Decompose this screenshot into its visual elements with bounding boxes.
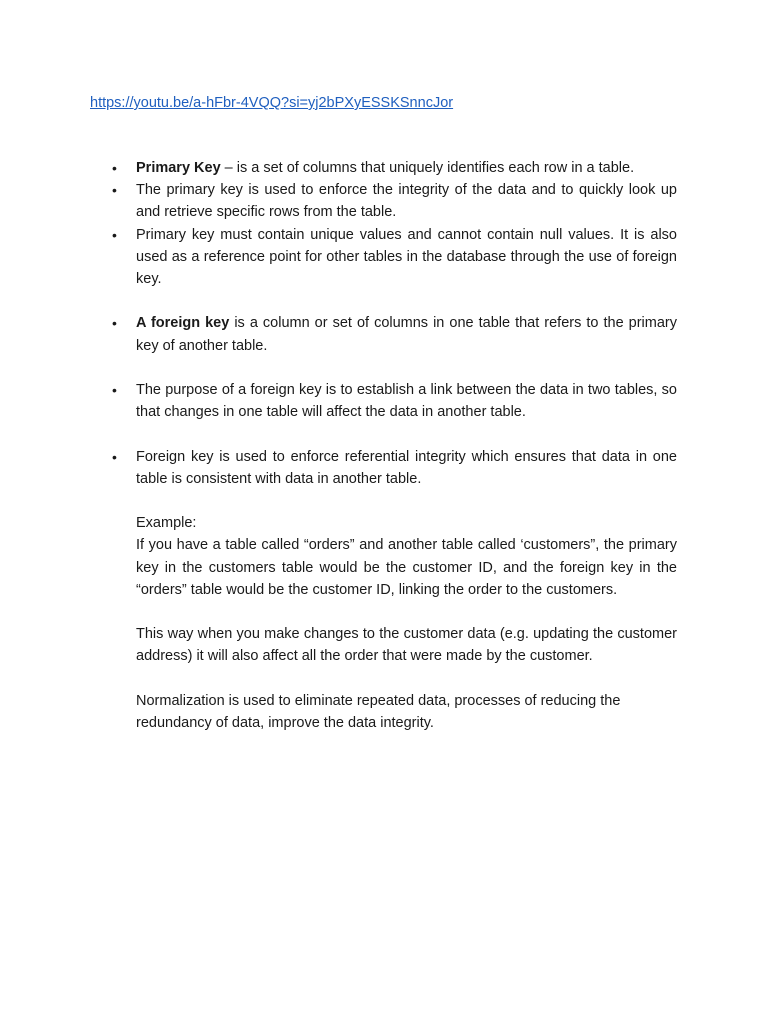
bullet-text: The purpose of a foreign key is to establish a link between the data in two tables, so that changes in one table will affect the data in another table. bbox=[136, 382, 677, 421]
bullet-item-foreign-key bbox=[112, 312, 677, 356]
bullet-icon: • bbox=[112, 226, 117, 243]
bullet-icon: • bbox=[112, 448, 117, 465]
bullet-text: The primary key is used to enforce the integrity of the data and to quickly look up and retrieve specific rows from the table. bbox=[136, 182, 677, 221]
spacer bbox=[0, 290, 768, 312]
bullet-icon: • bbox=[112, 315, 117, 332]
spacer bbox=[0, 601, 768, 623]
bullet-icon: • bbox=[112, 160, 117, 176]
bullet-icon: • bbox=[112, 182, 117, 199]
bullet-text: Primary key must contain unique values and cannot contain null values. It is also used as a reference point for other tables in the database through the use of foreign key. bbox=[136, 226, 677, 288]
bullet-item-primary-key-rules bbox=[112, 224, 677, 291]
term-foreign-key: A foreign key bbox=[136, 315, 230, 332]
example-label: Example: bbox=[136, 515, 197, 532]
change-effect-paragraph: This way when you make changes to the customer data (e.g. updating the customer address) it will also affect all the order that were made by the customer. bbox=[136, 626, 677, 665]
spacer bbox=[0, 668, 768, 690]
bullet-item-referential-integrity bbox=[112, 446, 677, 490]
normalization-paragraph: Normalization is used to eliminate repeated data, processes of reducing the redundancy of data, improve the data integrity. bbox=[136, 692, 621, 731]
bullet-text: is a column or set of columns in one table that refers to the primary key of another table. bbox=[136, 315, 677, 354]
spacer bbox=[0, 357, 768, 379]
term-primary-key: Primary Key bbox=[136, 160, 221, 176]
document-body bbox=[0, 157, 768, 734]
youtube-link[interactable]: https://youtu.be/a-hFbr-4VQQ?si=yj2bPXyESSKSnncJor bbox=[90, 95, 454, 111]
bullet-item-foreign-key-purpose bbox=[112, 379, 677, 423]
bullet-text: – is a set of columns that uniquely identifies each row in a table. bbox=[220, 160, 635, 176]
example-text: If you have a table called “orders” and another table called ‘customers”, the primary key in the customers table would be the customer ID, and the foreign key in the “orders” table would be the customer ID, linking the order to the customers. bbox=[136, 537, 677, 598]
bullet-item-primary-key-purpose bbox=[112, 179, 677, 223]
bullet-text: Foreign key is used to enforce referential integrity which ensures that data in one table is consistent with data in another table. bbox=[136, 448, 677, 487]
bullet-item-primary-key bbox=[112, 157, 677, 179]
spacer bbox=[0, 423, 768, 445]
bullet-icon: • bbox=[112, 382, 117, 398]
spacer bbox=[0, 490, 768, 512]
